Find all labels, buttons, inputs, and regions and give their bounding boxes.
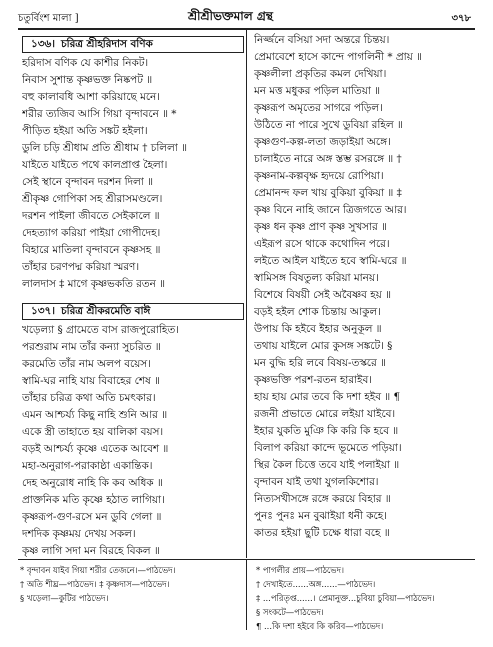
footnote-line: † দেখাইতে......অঙ্গ......—পাঠভেদ। xyxy=(256,579,376,589)
verse-line: কৃষ্ণরূপ অমৃতের সাগরে পড়িল। xyxy=(254,102,383,114)
verse-line: পুনঃ পুনঃ মন বুঝাইয়া ধনী কহে। xyxy=(254,510,387,522)
page-number: ৩৭৮ xyxy=(451,13,471,24)
chapter-label: চতুর্বিংশ মালা ] xyxy=(18,13,79,24)
section-number: ১৩৭। xyxy=(31,305,55,317)
footnote-line: § সংকটে—পাঠভেদ। xyxy=(256,607,324,617)
verse-line: কৃষ্ণ লাগি সদা মন বিরহে বিকল ॥ xyxy=(22,545,160,557)
verse-line: মন মত্ত মধুকর পড়িল মাতিয়া ॥ xyxy=(254,85,381,97)
verse-block-136 xyxy=(22,55,244,293)
verse-line: কৃষ্ণলীলা প্রকৃতির কমল দেখিয়া। xyxy=(254,68,387,80)
verse-line: রজনী প্রভাতে মোরে লইয়া যাইবে। xyxy=(254,408,396,420)
verse-line: কৃষ্ণনাম-কল্পবৃক্ষ হৃদয়ে রোপিয়া। xyxy=(254,170,384,182)
left-column xyxy=(22,32,244,560)
verse-line: উঠিতে না পারে সুখে ডুবিয়া রহিল ॥ xyxy=(254,119,403,131)
verse-line: কৃষ্ণগুণ-কল্প-লতা জড়াইয়া অঙ্গে। xyxy=(254,136,391,148)
verse-line: কৃষ্ণ বিনে নাহি জানে ত্রিজগতে আর। xyxy=(254,204,407,216)
verse-line: বিশেষে বিষয়ী সেই অবৈষ্ণব হয় ॥ xyxy=(254,289,391,301)
verse-line: লালদাস ‡ মাগে কৃষ্ণভকতি রতন ॥ xyxy=(22,278,165,290)
verse-line: কৃষ্ণ ধন কৃষ্ণ প্রাণ কৃষ্ণ সুখসার ॥ xyxy=(254,221,387,233)
section-title-text: চরিত্র শ্রীকরমেতি বাঈ xyxy=(60,305,151,317)
verse-line: করমেতি তাঁর নাম অলপ বয়েস। xyxy=(22,358,151,370)
verse-line: পরশুরাম নাম তাঁর কন্যা সুচরিত ॥ xyxy=(22,341,161,353)
verse-line: বড়ই আশ্চর্য্য কৃষ্ণে এতেক আবেশ ॥ xyxy=(22,443,169,455)
verse-line: হরিদাস বণিক যে কাশীর নিকট। xyxy=(22,57,149,69)
verse-line: উপায় কি হইবে ইহার অনুকূল ॥ xyxy=(254,323,382,335)
verse-line: তথায় যাইলে মোর কুসঙ্গ সঙ্কটে। § xyxy=(254,340,393,352)
verse-line: স্বামিসঙ্গ বিষতুল্য করিয়া মানয়। xyxy=(254,272,379,284)
footnote-line: * পাগলীর প্রায়—পাঠভেদ। xyxy=(256,565,344,575)
verse-line: প্রেমানন্দ ফল খায় বুকিয়া বুকিয়া ॥ ‡ xyxy=(254,187,402,199)
verse-line: স্বামি-ঘর নাহি যায় বিবাহের শেষ ॥ xyxy=(22,375,160,387)
book-title: শ্রীশ্রীভক্তমাল গ্রন্থ xyxy=(188,9,273,23)
verse-line: দেহ অনুরোধ নাহি কি কব অধিক ॥ xyxy=(22,477,163,489)
verse-line: চালাইতে নারে অঙ্গ স্তম্ভ রসরঙ্গে ॥ † xyxy=(254,153,402,165)
verse-line: প্রেমাবেশে হাসে কান্দে পাগলিনী * প্রায় ॥ xyxy=(254,51,422,63)
verse-line: বিলাপ করিয়া কান্দে ভূমেতে পড়িয়া। xyxy=(254,442,402,454)
verse-block-137 xyxy=(22,322,244,560)
verse-line: ইহার যুকতি মুঞি কি করি কি হবে ॥ xyxy=(254,425,399,437)
footnote-line: * বৃন্দাবন যাইব গিয়া শরীর তেজনে।—পাঠভেদ। xyxy=(20,565,176,575)
verse-line: কাতর হইয়া ছুটি চক্ষে ধারা বহে ॥ xyxy=(254,527,390,539)
footnotes-left xyxy=(20,563,246,605)
verse-line: পীড়িত হইয়া অতি সঙ্কট হইলা। xyxy=(22,125,148,137)
footnotes-right xyxy=(256,563,482,633)
verse-line: যাইতে যাইতে পথে কালপ্রাপ্ত হৈলা। xyxy=(22,159,168,171)
verse-line: ডুলি চড়ি শ্রীধাম প্রতি শ্রীধাম † চলিলা ॥ xyxy=(22,142,187,154)
verse-line: দেহত্যাগ করিয়া পাইয়া গোপীদেহ। xyxy=(22,227,161,239)
column-divider xyxy=(246,30,247,558)
verse-line: দরশন পাইলা জীবতে সেইকালে ॥ xyxy=(22,210,160,222)
verse-line: এইরূপ রসে থাকে কথোদিন পরে। xyxy=(254,238,390,250)
verse-line: হায় হায় মোর তবে কি দশা হইব ॥ ¶ xyxy=(254,391,401,403)
verse-line: মন বুদ্ধি হরি লবে বিষয়-তস্করে ॥ xyxy=(254,357,386,369)
footnote-line: ¶ ...কি দশা হইবে কি করিব—পাঠভেদ। xyxy=(256,621,384,631)
verse-line: বিহারে মাতিলা বৃন্দাবনে কৃষ্ণসহ ॥ xyxy=(22,244,161,256)
footnote-line: § খড়েলা—কুটির পাঠভেদ। xyxy=(20,593,109,603)
section-title-137 xyxy=(22,303,244,320)
verse-line: সেই স্থানে বৃন্দাবন দরশন দিলা ॥ xyxy=(22,176,153,188)
section-title-136 xyxy=(22,36,244,53)
verse-line: কৃষ্ণভক্তি পরশ-রতন হারাইব। xyxy=(254,374,372,386)
section-number: ১৩৬। xyxy=(31,38,55,50)
verse-line: শরীর ত্যজিব আসি গিয়া বৃন্দাবনে ॥ * xyxy=(22,108,177,120)
section-title-text: চরিত্র শ্রীহরিদাস বণিক xyxy=(60,38,153,50)
verse-line: একে স্ত্রী তাহাতে হয় বালিকা বয়স। xyxy=(22,426,164,438)
verse-line: লইতে আইল যাইতে হবে স্বামি-ঘরে ॥ xyxy=(254,255,407,267)
verse-line: খড়েল্যা § গ্রামেতে বাস রাজপুরোহিত। xyxy=(22,324,179,336)
footnote-line: † অতি শীঘ্র—পাঠভেদ। ‡ কৃষ্ণদাস—পাঠভেদ। xyxy=(20,579,170,589)
verse-line: বড়ই হইল শোক চিন্তায় আকুল। xyxy=(254,306,381,318)
verse-line: প্রাক্তনিক মতি কৃষ্ণে হঠাত লাগিয়া। xyxy=(22,494,165,506)
verse-line: দশদিক কৃষ্ণময় দেখয় সকল। xyxy=(22,528,136,540)
verse-line: বহু কালাবধি আশা করিয়াছে মনে। xyxy=(22,91,160,103)
verse-line: মহা-অনুরাগ-পরাকাষ্ঠা একান্তিক। xyxy=(22,460,153,472)
verse-line: বৃন্দাবন যাই তথা যুগলকিশোর। xyxy=(254,476,379,488)
verse-line: নিত্যসখীসঙ্গে রঙ্গে করয়ে বিহার ॥ xyxy=(254,493,391,505)
right-column xyxy=(254,32,480,542)
verse-line: তাঁহার চরণপদ্ম করিয়া স্মরণ। xyxy=(22,261,140,273)
verse-line: তাঁহার চরিত্র কথা অতি চমৎকার। xyxy=(22,392,156,404)
verse-line: কৃষ্ণরূপ-গুণ-রসে মন ডুবি গেলা ॥ xyxy=(22,511,162,523)
verse-block-continued xyxy=(254,32,480,542)
page-header xyxy=(18,6,479,28)
verse-line: এমন আশ্চর্য্য কিছু নাহি শুনি আর ॥ xyxy=(22,409,168,421)
verse-line: নির্জ্জনে বসিয়া সদা অন্তরে চিন্তয়। xyxy=(254,34,390,46)
footnote-line: ‡ ...পরিতৃপ্ত......। প্রেমানুক্ত...চুবিয়া চুবিয়া—পাঠভেদ। xyxy=(256,593,435,603)
verse-line: নিবাস সুশান্ত কৃষ্ণভক্ত নিষ্কপট ॥ xyxy=(22,74,153,86)
verse-line: শ্রীকৃষ্ণ গোপিকা সহ শ্রীরাসমণ্ডলে। xyxy=(22,193,163,205)
verse-line: স্থির কৈল চিত্তে তবে যাই পলাইয়া ॥ xyxy=(254,459,400,471)
footnote-divider xyxy=(246,560,247,630)
